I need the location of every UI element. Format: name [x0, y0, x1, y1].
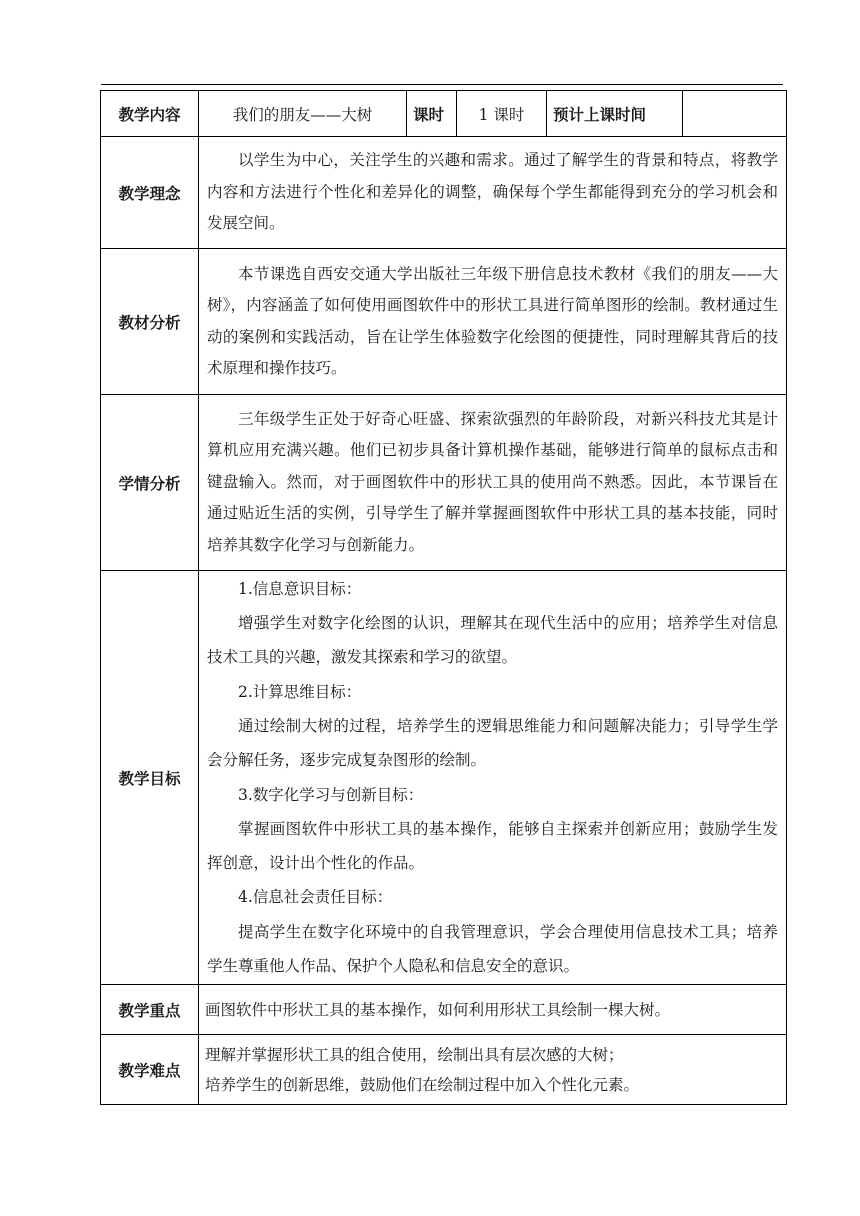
goal-heading: 2.计算思维目标： [238, 682, 362, 701]
learners-text: 三年级学生正处于好奇心旺盛、探索欲强烈的年龄阶段，对新兴科技尤其是计算机应用充满兴趣。他们已初步具备计算机操作基础，能够进行简单的鼠标点击和键盘输入。然而，对于画图软件中的形状工具的使用尚不熟悉。因此，本节课旨在通过贴近生活的实例，引导学生了解并掌握画图软件中形状工具的基本技能，同时培养其数字化学习与创新能力。 [207, 409, 778, 554]
material-text: 本节课选自西安交通大学出版社三年级下册信息技术教材《我们的朋友——大树》，内容涵盖了如何使用画图软件中的形状工具进行简单图形的绘制。教材通过生动的案例和实践活动，旨在让学生体验数字化绘图的便捷性，同时理解其背后的技术原理和操作技巧。 [207, 264, 778, 377]
goal-body: 提高学生在数字化环境中的自我管理意识，学会合理使用信息技术工具；培养学生尊重他人作品、保护个人隐私和信息安全的意识。 [207, 922, 778, 975]
material-cell [199, 249, 787, 395]
row-teaching-concept [101, 137, 787, 249]
learners-cell [199, 395, 787, 571]
row-learner-analysis [101, 395, 787, 571]
difficulty-line: 培养学生的创新思维，鼓励他们在绘制过程中加入个性化元素。 [205, 1075, 640, 1094]
schedule-value [683, 91, 787, 137]
difficulties-label: 教学难点 [101, 1035, 199, 1105]
difficulties-cell [199, 1035, 787, 1105]
lesson-plan-table [100, 90, 787, 1105]
material-label: 教材分析 [101, 249, 199, 395]
concept-label: 教学理念 [101, 137, 199, 249]
goal-body: 掌握画图软件中形状工具的基本操作，能够自主探索并创新应用；鼓励学生发挥创意，设计出个性化的作品。 [207, 819, 778, 873]
goal-heading: 4.信息社会责任目标： [238, 888, 393, 907]
row-teaching-goals [101, 571, 787, 985]
lesson-content-label: 教学内容 [101, 91, 199, 137]
goal-body: 通过绘制大树的过程，培养学生的逻辑思维能力和问题解决能力；引导学生学会分解任务，逐步完成复杂图形的绘制。 [207, 716, 778, 770]
goal-body: 增强学生对数字化绘图的认识，理解其在现代生活中的应用；培养学生对信息技术工具的兴趣，激发其探索和学习的欲望。 [207, 614, 778, 667]
concept-cell [199, 137, 787, 249]
header-rule [101, 84, 783, 85]
period-value: 1 课时 [457, 91, 547, 137]
row-lesson-content [101, 91, 787, 137]
schedule-label: 预计上课时间 [547, 91, 683, 137]
goals-cell [199, 571, 787, 985]
row-difficulties [101, 1035, 787, 1105]
goal-heading: 1.信息意识目标： [238, 579, 362, 598]
difficulty-line: 理解并掌握形状工具的组合使用，绘制出具有层次感的大树； [205, 1045, 624, 1064]
learners-label: 学情分析 [101, 395, 199, 571]
key-points-label: 教学重点 [101, 985, 199, 1035]
lesson-title: 我们的朋友——大树 [199, 91, 407, 137]
key-points-text: 画图软件中形状工具的基本操作，如何利用形状工具绘制一棵大树。 [205, 1000, 671, 1019]
concept-text: 以学生为中心，关注学生的兴趣和需求。通过了解学生的背景和特点，将教学内容和方法进行个性化和差异化的调整，确保每个学生都能得到充分的学习机会和发展空间。 [207, 151, 778, 233]
key-points-cell [199, 985, 787, 1035]
row-material-analysis [101, 249, 787, 395]
row-key-points [101, 985, 787, 1035]
period-label: 课时 [407, 91, 457, 137]
goal-heading: 3.数字化学习与创新目标： [238, 785, 424, 804]
goals-label: 教学目标 [101, 571, 199, 985]
